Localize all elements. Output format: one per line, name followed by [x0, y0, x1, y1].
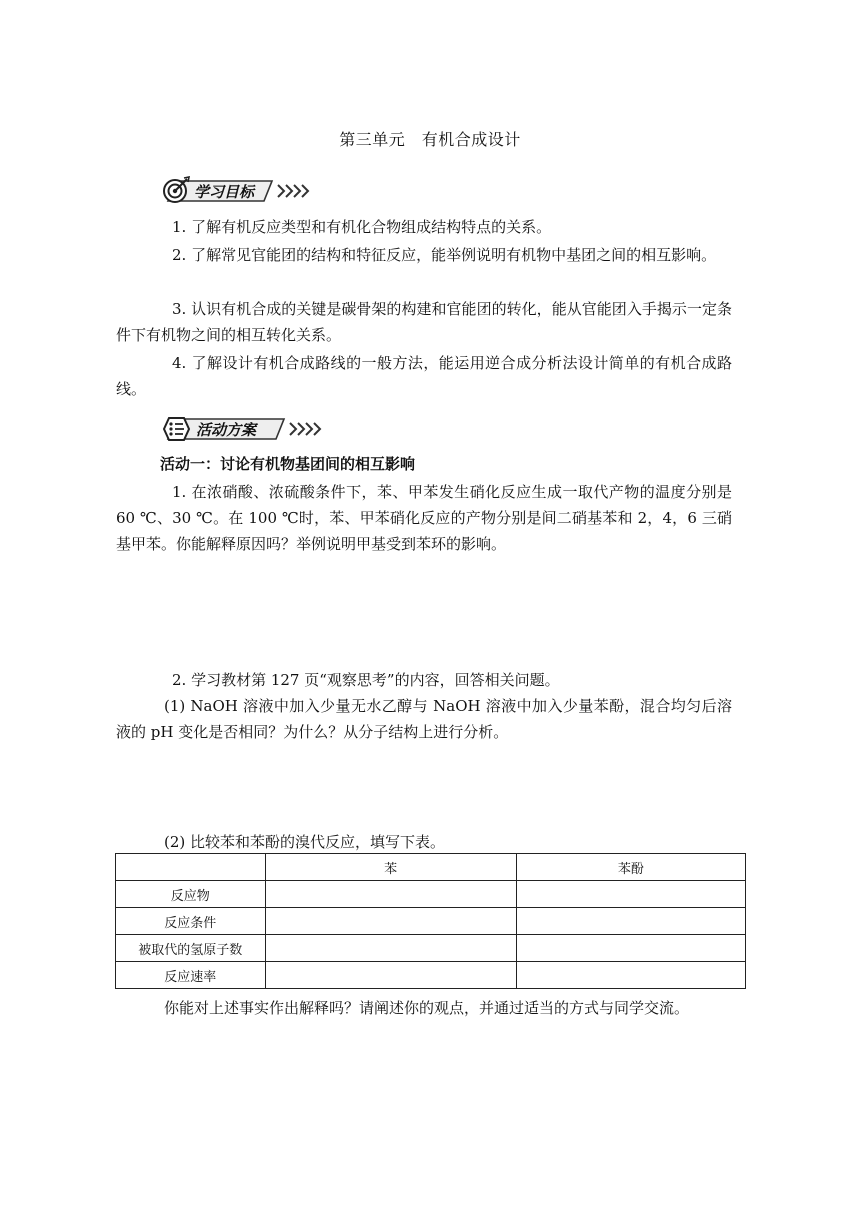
goal-1: 1. 了解有机反应类型和有机化合物组成结构特点的关系。 — [172, 218, 552, 236]
row-label-substituted-h: 被取代的氢原子数 — [116, 935, 266, 962]
goal-2: 2. 了解常见官能团的结构和特征反应，能举例说明有机物中基团之间的相互影响。 — [172, 246, 717, 264]
activity1-question-1: 1. 在浓硝酸、浓硫酸条件下，苯、甲苯发生硝化反应生成一取代产物的温度分别是 60 ℃、30 ℃。在 100 ℃时，苯、甲苯硝化反应的产物分别是间二硝基苯和 2，4，6 三硝基甲苯。你能解释原因吗？举例说明甲基受到苯环的影响。 — [116, 483, 732, 553]
table-header-phenol: 苯酚 — [516, 854, 745, 881]
answer-cell[interactable] — [516, 908, 745, 935]
goals-banner — [160, 176, 340, 206]
table-header-cell — [116, 854, 266, 881]
row-label-reactants: 反应物 — [116, 881, 266, 908]
activity1-heading: 活动一：讨论有机物基团间的相互影响 — [160, 455, 416, 473]
answer-cell[interactable] — [265, 908, 516, 935]
answer-cell[interactable] — [265, 935, 516, 962]
goals-banner-label: 学习目标 — [194, 183, 255, 201]
table-row — [116, 935, 746, 962]
row-label-conditions: 反应条件 — [116, 908, 266, 935]
goal-3: 3. 认识有机合成的关键是碳骨架的构建和官能团的转化，能从官能团入手揭示一定条件下有机物之间的相互转化关系。 — [116, 300, 732, 344]
answer-cell[interactable] — [265, 881, 516, 908]
table-row — [116, 908, 746, 935]
table-header-benzene: 苯 — [265, 854, 516, 881]
table-row — [116, 881, 746, 908]
activity1-question-2: 2. 学习教材第 127 页“观察思考”的内容，回答相关问题。 — [172, 671, 560, 689]
goal-4: 4. 了解设计有机合成路线的一般方法，能运用逆合成分析法设计简单的有机合成路线。 — [116, 354, 732, 398]
chevrons-icon — [278, 185, 308, 197]
page-title: 第三单元 有机合成设计 — [339, 130, 521, 149]
answer-cell[interactable] — [265, 962, 516, 989]
list-icon — [164, 418, 189, 440]
activity1-question-2-1: (1) NaOH 溶液中加入少量无水乙醇与 NaOH 溶液中加入少量苯酚，混合均匀后溶液的 pH 变化是否相同？为什么？从分子结构上进行分析。 — [116, 697, 732, 741]
row-label-rate: 反应速率 — [116, 962, 266, 989]
activity1-question-2-2: (2) 比较苯和苯酚的溴代反应，填写下表。 — [164, 833, 446, 851]
table-row — [116, 962, 746, 989]
comparison-table — [115, 853, 746, 989]
activity-banner — [160, 414, 340, 444]
chevrons-icon — [290, 423, 320, 435]
activity-banner-label: 活动方案 — [196, 421, 257, 439]
table-header-row — [116, 854, 746, 881]
answer-cell[interactable] — [516, 962, 745, 989]
after-table-text: 你能对上述事实作出解释吗？请阐述你的观点，并通过适当的方式与同学交流。 — [164, 999, 690, 1017]
answer-cell[interactable] — [516, 881, 745, 908]
answer-cell[interactable] — [516, 935, 745, 962]
